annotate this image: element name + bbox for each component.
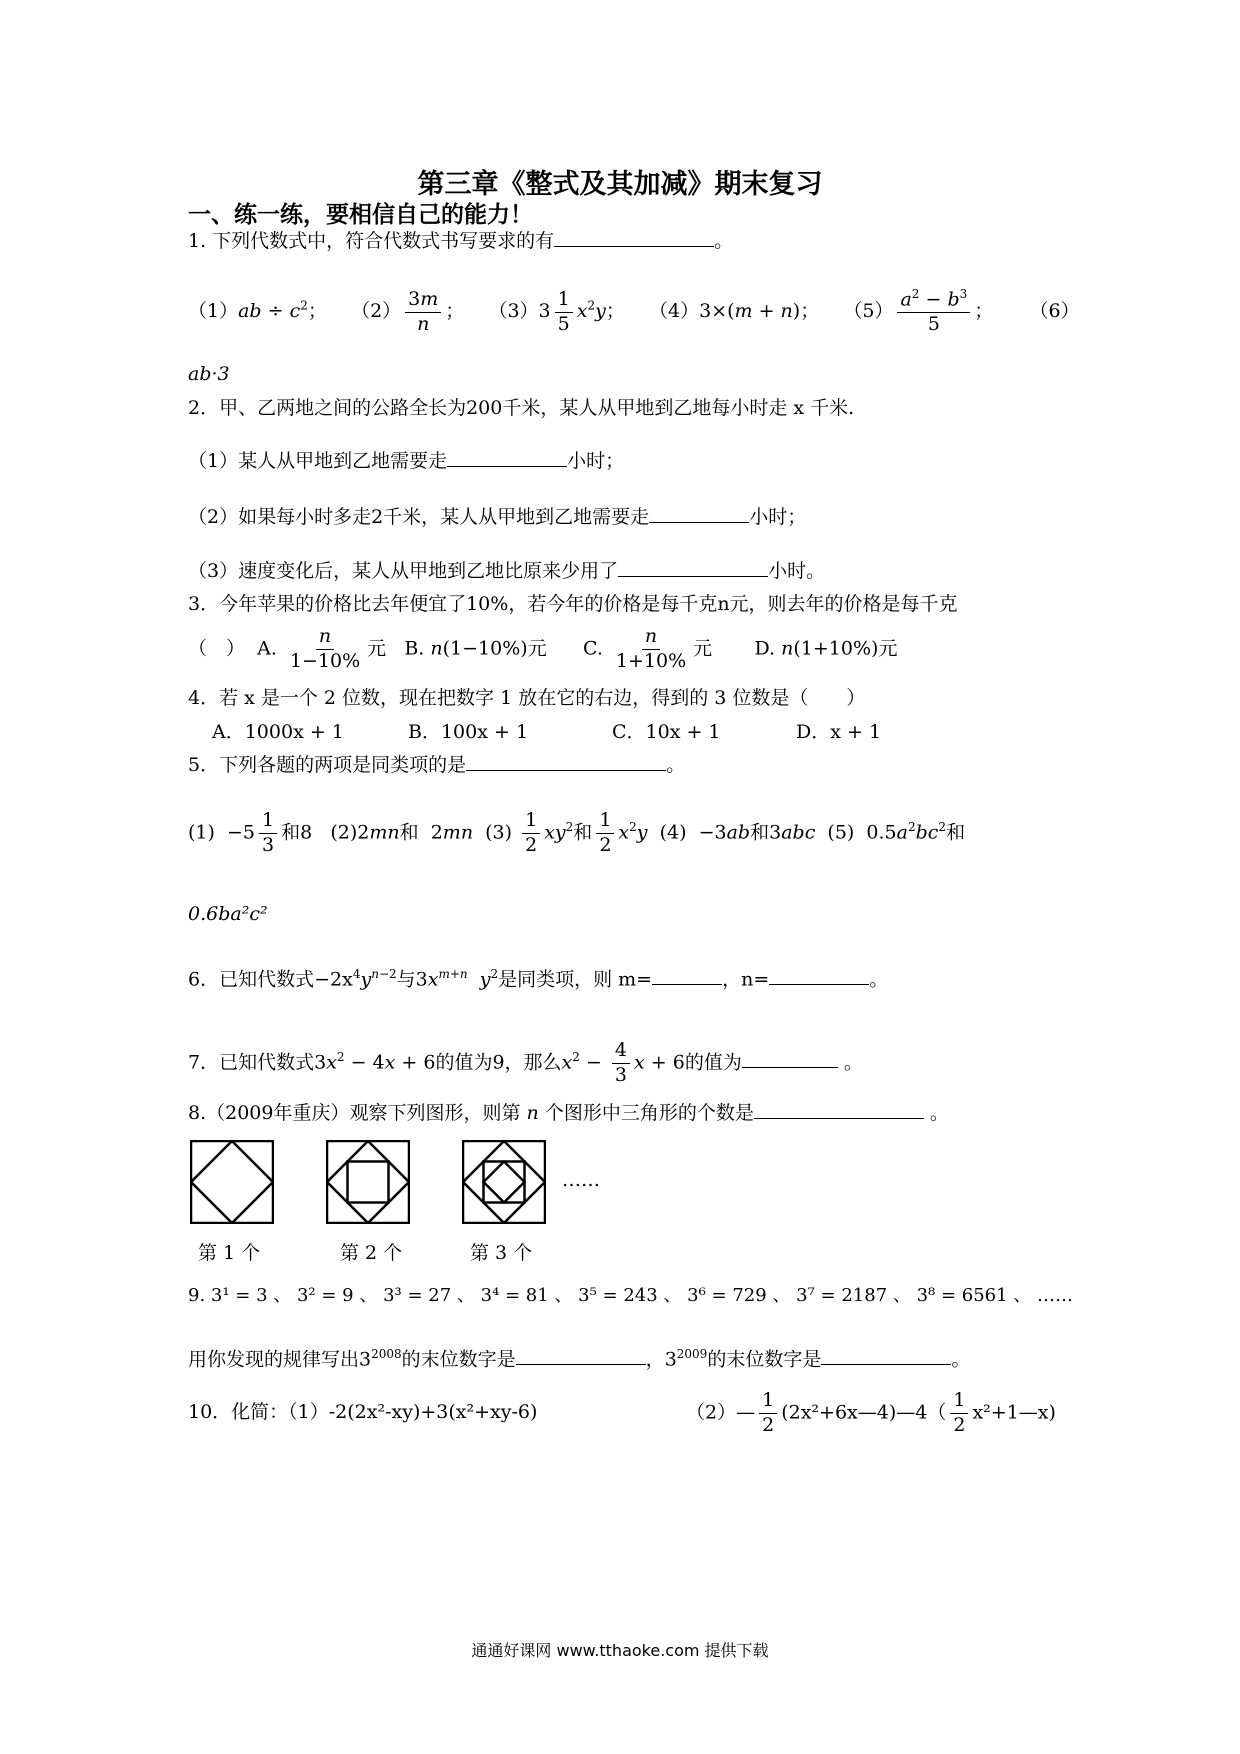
- fraction: $\frac{1}{5}$: [555, 289, 573, 336]
- answer-blank: [618, 558, 768, 577]
- answer-blank: [652, 966, 722, 985]
- question-3-stem: 3．今年苹果的价格比去年便宜了10%，若今年的价格是每千克n元，则去年的价格是每千克: [188, 593, 958, 615]
- question-5-stem: 5．下列各题的两项是同类项的是 。: [188, 754, 686, 776]
- fraction: $\frac{3m}{n}$: [405, 289, 441, 336]
- figure-1: [190, 1140, 274, 1224]
- answer-blank: [754, 1100, 924, 1119]
- question-2-stem: 2．甲、乙两地之间的公路全长为200千米，某人从甲地到乙地每小时走 x 千米.: [188, 397, 855, 419]
- fraction: $\frac{n}{1-10\%}$: [289, 625, 361, 672]
- question-2-part-1: （1）某人从甲地到乙地需要走 小时；: [188, 450, 625, 472]
- answer-blank: [769, 966, 869, 985]
- question-1-options: $(1)ab \div c^2$； （2） $\frac{3m}{n}$ ； （3）3 $\frac{1}{5}$ $x^2y$； （4）3×(m + n)； （5） $\frac{a^2 - b^3}{5}$ ； （6）: [188, 287, 1080, 336]
- question-4-option-a: A．1000x + 1: [212, 721, 344, 743]
- question-1-tail: ab·3: [188, 363, 230, 385]
- question-2-part-2: （2）如果每小时多走2千米，某人从甲地到乙地需要走 小时；: [188, 506, 807, 528]
- fraction: $\frac{n}{1+10\%}$: [615, 625, 687, 672]
- figure-3: [462, 1140, 546, 1224]
- fraction: $\frac{a^2 - b^3}{5}$: [897, 288, 970, 336]
- question-9-line-1: 9. 3¹ = 3 、 3² = 9 、 3³ = 27 、 3⁴ = 81 、 3⁵ = 243 、 3⁶ = 729 、 3⁷ = 2187 、 3⁸ = 6561 、 ……: [188, 1285, 1074, 1306]
- fraction: $\frac{1}{2}$: [522, 810, 540, 857]
- question-2-part-3: （3）速度变化后，某人从甲地到乙地比原来少用了 小时。: [188, 560, 826, 582]
- question-5-tail: 0.6ba²c²: [188, 903, 268, 925]
- answer-blank: [447, 448, 567, 467]
- question-10-part-1: 10．化简：（1）-2(2x²-xy)+3(x²+xy-6): [188, 1401, 538, 1423]
- answer-blank: [466, 752, 666, 771]
- fraction: $\frac{1}{2}$: [596, 810, 614, 857]
- question-5-options: (1) −5 $\frac{1}{3}$ 和8 (2)2mn和 2mn (3) $\frac{1}{2}$ $xy^2$和 $\frac{1}{2}$ $x^2y$ (4) −3ab和3abc (5) $0.5a^2bc^2$和: [188, 809, 966, 856]
- question-6: 6．已知代数式$-2x^4y^{n-2}$与$3x^{m+n}$ $y^2$是同类项，则 m= ，n= 。: [188, 967, 889, 991]
- answer-blank: [742, 1049, 838, 1068]
- page-title: 第三章《整式及其加减》期末复习: [417, 169, 823, 200]
- answer-blank: [516, 1346, 646, 1365]
- fraction: $\frac{1}{2}$: [759, 1390, 777, 1437]
- answer-blank: [554, 228, 714, 247]
- question-8-stem: 8.（2009年重庆）观察下列图形，则第 n 个图形中三角形的个数是 。: [188, 1102, 949, 1124]
- page-footer: 通通好课网 www.tthaoke.com 提供下载: [471, 1641, 769, 1660]
- question-4-stem: 4．若 x 是一个 2 位数，现在把数字 1 放在它的右边，得到的 3 位数是（ ）: [188, 687, 866, 709]
- fraction: $\frac{4}{3}$: [612, 1040, 630, 1087]
- figure-1-caption: 第 1 个: [198, 1242, 261, 1264]
- question-4-option-c: C．10x + 1: [612, 721, 721, 743]
- section-heading: 一、练一练，要相信自己的能力！: [188, 202, 533, 228]
- figure-ellipsis: ……: [562, 1169, 600, 1191]
- answer-blank: [649, 504, 749, 523]
- question-7: 7．已知代数式$3x^2 - 4x + 6$的值为9，那么$x^2$ − $\frac{4}{3}$ x + 6的值为 。: [188, 1039, 863, 1086]
- question-4-option-d: D．x + 1: [796, 721, 882, 743]
- figure-2-caption: 第 2 个: [340, 1242, 403, 1264]
- question-4-option-b: B．100x + 1: [408, 721, 529, 743]
- question-3-options: （ ） A. $\frac{n}{1-10\%}$ 元 B. n(1−10%)元 C. $\frac{n}{1+10\%}$ 元 D. n(1+10%)元: [188, 625, 898, 672]
- fraction: $\frac{1}{2}$: [950, 1390, 968, 1437]
- fraction: $\frac{1}{3}$: [259, 810, 277, 857]
- question-10-part-2: （2）— $\frac{1}{2}$ (2x²+6x—4)—4（ $\frac{1}{2}$ x²+1—x): [686, 1389, 1056, 1436]
- figure-2: [326, 1140, 410, 1224]
- question-9-line-2: 用你发现的规律写出$3^{2008}$的末位数字是 ，$3^{2009}$的末位数字是 。: [188, 1347, 971, 1371]
- figure-3-caption: 第 3 个: [470, 1242, 533, 1264]
- answer-blank: [821, 1346, 951, 1365]
- question-1-stem: 1. 下列代数式中，符合代数式书写要求的有 。: [188, 230, 734, 252]
